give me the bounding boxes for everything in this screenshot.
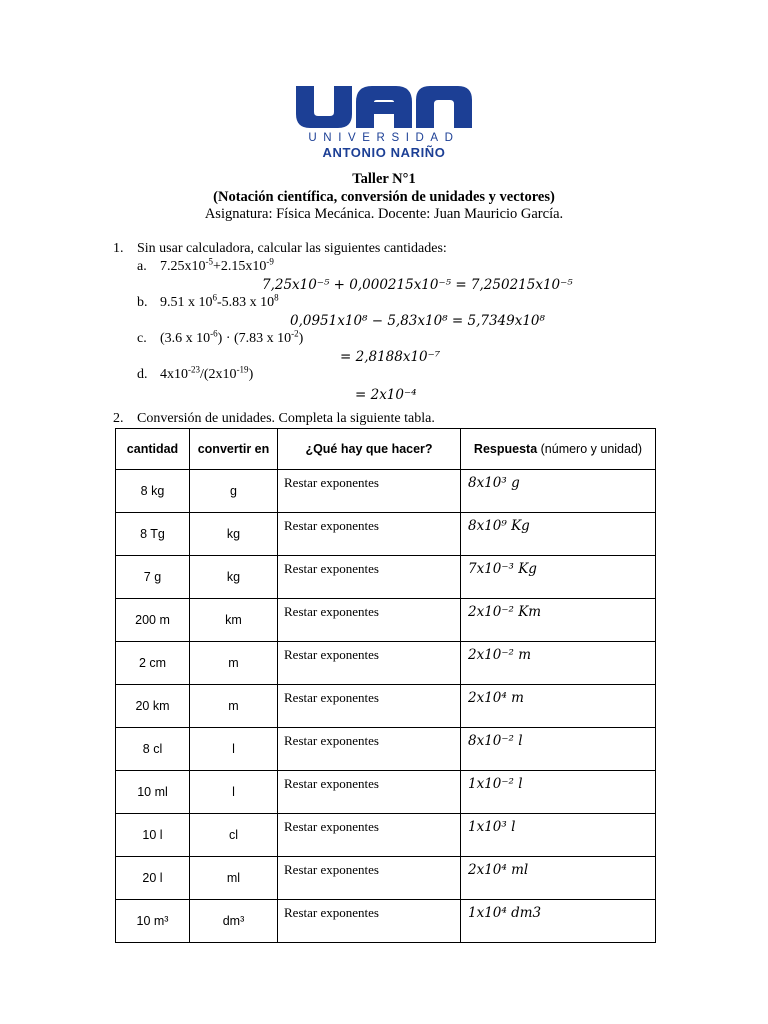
cell-target-unit: dm³ — [190, 900, 278, 943]
q1-number: 1. — [113, 241, 124, 256]
cell-procedure: Restar exponentes — [278, 642, 461, 685]
table-row — [116, 599, 656, 642]
table-row — [116, 771, 656, 814]
cell-quantity: 8 cl — [116, 728, 190, 771]
header-cantidad: cantidad — [116, 429, 190, 470]
cell-answer: 1x10³ l — [461, 814, 656, 857]
table-row — [116, 513, 656, 556]
q1a-letter: a. — [137, 259, 147, 274]
table-row — [116, 685, 656, 728]
table-row — [116, 857, 656, 900]
table-header-row — [116, 429, 656, 470]
cell-target-unit: g — [190, 470, 278, 513]
header-que-hacer: ¿Qué hay que hacer? — [278, 429, 461, 470]
document-title: Taller N°1 — [352, 171, 416, 187]
cell-target-unit: cl — [190, 814, 278, 857]
cell-quantity: 2 cm — [116, 642, 190, 685]
q1b-letter: b. — [137, 295, 148, 310]
subject-line: Asignatura: Física Mecánica. Docente: Juan Mauricio García. — [204, 206, 564, 222]
cell-procedure: Restar exponentes — [278, 513, 461, 556]
cell-quantity: 10 m³ — [116, 900, 190, 943]
q1-text: Sin usar calculadora, calcular las siguientes cantidades: — [137, 241, 447, 256]
cell-procedure: Restar exponentes — [278, 728, 461, 771]
cell-procedure: Restar exponentes — [278, 857, 461, 900]
cell-procedure: Restar exponentes — [278, 470, 461, 513]
q1d-expression: $4x10^{-23}/(2x10^{-19})$ — [160, 364, 254, 382]
cell-answer: 2x10⁻² Km — [461, 599, 656, 642]
q1c-expression: (3.6 x $10^{-6}) \cdot (7.83$ x $10^{-2}$) — [160, 328, 304, 346]
cell-quantity: 7 g — [116, 556, 190, 599]
header-respuesta: Respuesta (número y unidad) — [461, 429, 656, 470]
conversion-table — [115, 428, 656, 943]
cell-target-unit: l — [190, 771, 278, 814]
q1b-expression: 9.51 x $10^6-5.83$ x $10^8$ — [160, 292, 279, 310]
cell-target-unit: km — [190, 599, 278, 642]
cell-answer: 8x10⁻² l — [461, 728, 656, 771]
cell-quantity: 8 kg — [116, 470, 190, 513]
cell-procedure: Restar exponentes — [278, 900, 461, 943]
cell-answer: 1x10⁻² l — [461, 771, 656, 814]
cell-target-unit: kg — [190, 513, 278, 556]
table-row — [116, 642, 656, 685]
cell-quantity: 200 m — [116, 599, 190, 642]
table-row — [116, 814, 656, 857]
document-subtitle: (Notación científica, conversión de unidades y vectores) — [213, 189, 555, 205]
cell-procedure: Restar exponentes — [278, 771, 461, 814]
q1c-letter: c. — [137, 331, 147, 346]
q1a-expression: $7.25x10^{-5}+2.15x10^{-9}$ — [160, 256, 274, 274]
cell-procedure: Restar exponentes — [278, 556, 461, 599]
table-row — [116, 556, 656, 599]
cell-target-unit: m — [190, 642, 278, 685]
header-convertir-en: convertir en — [190, 429, 278, 470]
cell-answer: 2x10⁴ m — [461, 685, 656, 728]
cell-answer: 7x10⁻³ Kg — [461, 556, 656, 599]
logo-university-text: UNIVERSIDAD — [308, 132, 460, 144]
logo-name-text: ANTONIO NARIÑO — [322, 145, 446, 160]
cell-procedure: Restar exponentes — [278, 814, 461, 857]
cell-target-unit: ml — [190, 857, 278, 900]
q1c-solution: = 2,8188x10⁻⁷ — [340, 349, 441, 365]
uan-logo-letters — [294, 84, 474, 130]
table-row — [116, 470, 656, 513]
table-row — [116, 900, 656, 943]
university-logo — [294, 84, 474, 158]
cell-quantity: 8 Tg — [116, 513, 190, 556]
cell-procedure: Restar exponentes — [278, 685, 461, 728]
cell-target-unit: l — [190, 728, 278, 771]
cell-procedure: Restar exponentes — [278, 599, 461, 642]
cell-answer: 8x10³ g — [461, 470, 656, 513]
cell-answer: 2x10⁻² m — [461, 642, 656, 685]
cell-target-unit: kg — [190, 556, 278, 599]
cell-quantity: 10 l — [116, 814, 190, 857]
q2-text: Conversión de unidades. Completa la siguiente tabla. — [137, 411, 435, 426]
q1b-solution: 0,0951x10⁸ − 5,83x10⁸ = 5,7349x10⁸ — [290, 313, 545, 329]
q1d-letter: d. — [137, 367, 148, 382]
q2-number: 2. — [113, 411, 124, 426]
cell-answer: 1x10⁴ dm3 — [461, 900, 656, 943]
cell-answer: 8x10⁹ Kg — [461, 513, 656, 556]
q1d-solution: = 2x10⁻⁴ — [355, 387, 417, 403]
q1a-solution: 7,25x10⁻⁵ + 0,000215x10⁻⁵ = 7,250215x10⁻⁵ — [262, 277, 573, 293]
cell-quantity: 10 ml — [116, 771, 190, 814]
cell-quantity: 20 l — [116, 857, 190, 900]
cell-quantity: 20 km — [116, 685, 190, 728]
cell-answer: 2x10⁴ ml — [461, 857, 656, 900]
cell-target-unit: m — [190, 685, 278, 728]
table-row — [116, 728, 656, 771]
